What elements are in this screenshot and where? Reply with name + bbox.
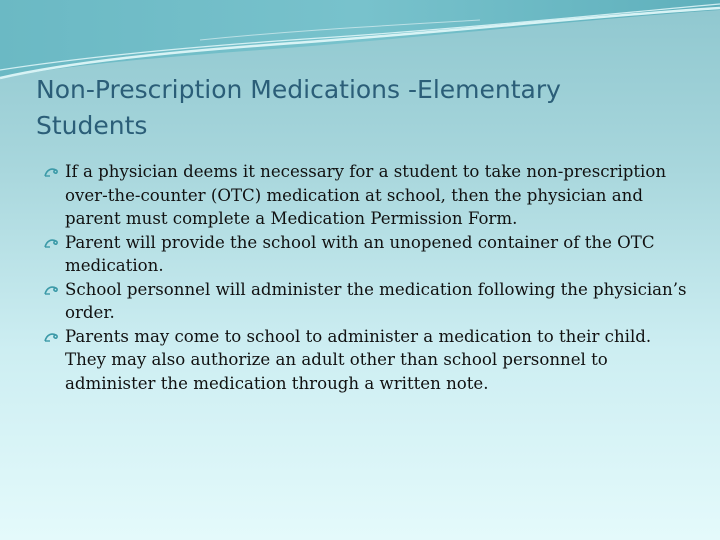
scroll-swirl-icon	[44, 332, 60, 343]
scroll-swirl-icon	[44, 285, 60, 296]
bullet-text: If a physician deems it necessary for a student to take non-prescription over-the-counter (OTC) medication at school, then the physician and parent must complete a Medication Permission Form.	[65, 162, 667, 228]
bullet-item	[44, 231, 694, 278]
bullet-text: Parent will provide the school with an unopened container of the OTC medication.	[65, 232, 655, 275]
scroll-swirl-icon	[44, 238, 60, 249]
slide-title: Non-Prescription Medications -Elementary Students	[36, 75, 561, 140]
scroll-swirl-icon	[44, 167, 60, 178]
bullet-list	[44, 160, 694, 395]
bullet-text: Parents may come to school to administer a medication to their child. They may also authorize an adult other than school personnel to administer the medication through a written note.	[65, 326, 652, 393]
bullet-item	[44, 325, 694, 396]
bullet-item	[44, 278, 694, 325]
bullet-text: School personnel will administer the medication following the physician’s order.	[65, 279, 687, 322]
bullet-item	[44, 160, 694, 231]
